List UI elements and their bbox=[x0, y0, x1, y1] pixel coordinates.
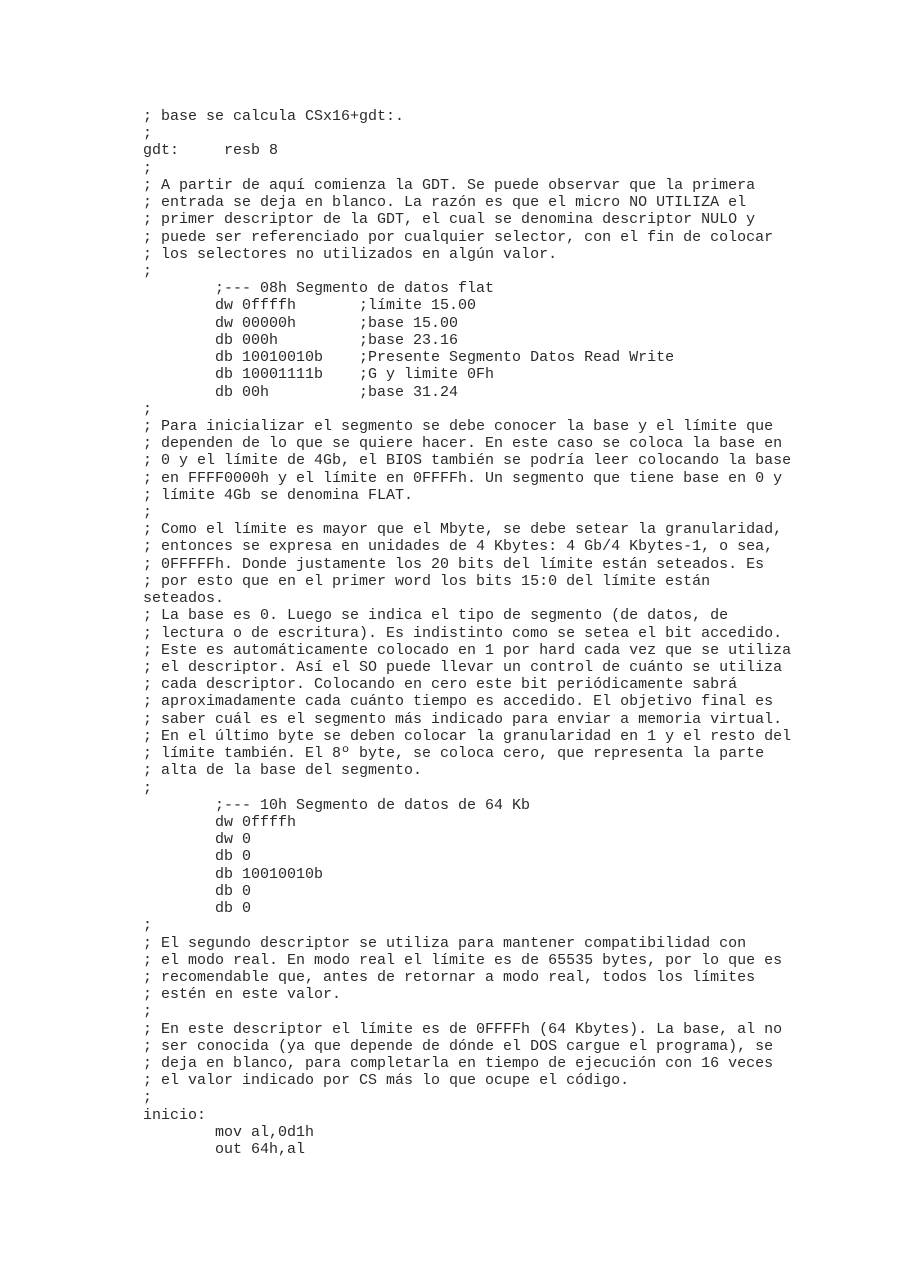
code-line: dw 00000h ;base 15.00 bbox=[143, 314, 459, 332]
document-page bbox=[143, 108, 843, 1158]
code-line: ; Este es automáticamente colocado en 1 por hard cada vez que se utiliza bbox=[143, 641, 792, 659]
code-line: ; En el último byte se deben colocar la granularidad en 1 y el resto del bbox=[143, 727, 792, 745]
code-line: gdt: resb 8 bbox=[143, 142, 279, 160]
code-line: out 64h,al bbox=[143, 1141, 306, 1159]
code-line: ; bbox=[143, 262, 153, 280]
code-line: ; entrada se deja en blanco. La razón es que el micro NO UTILIZA el bbox=[143, 194, 747, 212]
code-line: mov al,0d1h bbox=[143, 1123, 315, 1141]
code-line: ; límite también. El 8º byte, se coloca cero, que representa la parte bbox=[143, 745, 765, 763]
code-line: ; saber cuál es el segmento más indicado para enviar a memoria virtual. bbox=[143, 710, 783, 728]
code-line: ; 0 y el límite de 4Gb, el BIOS también se podría leer colocando la base bbox=[143, 452, 792, 470]
code-line: ; El segundo descriptor se utiliza para mantener compatibilidad con bbox=[143, 934, 747, 952]
code-line: ; ser conocida (ya que depende de dónde el DOS cargue el programa), se bbox=[143, 1037, 774, 1055]
code-line: ; en FFFF0000h y el límite en 0FFFFh. Un segmento que tiene base en 0 y bbox=[143, 469, 783, 487]
code-line: ; bbox=[143, 159, 153, 177]
code-line: ;--- 10h Segmento de datos de 64 Kb bbox=[143, 796, 531, 814]
code-line: ; 0FFFFFh. Donde justamente los 20 bits del límite están seteados. Es bbox=[143, 555, 765, 573]
code-line: ; La base es 0. Luego se indica el tipo de segmento (de datos, de bbox=[143, 607, 729, 625]
code-line: ; bbox=[143, 1003, 153, 1021]
code-line: db 10001111b ;G y limite 0Fh bbox=[143, 366, 495, 384]
code-line: ; aproximadamente cada cuánto tiempo es accedido. El objetivo final es bbox=[143, 693, 774, 711]
code-line: seteados. bbox=[143, 590, 225, 608]
code-line: ; dependen de lo que se quiere hacer. En este caso se coloca la base en bbox=[143, 435, 783, 453]
code-line: db 0 bbox=[143, 882, 252, 900]
code-line: ; bbox=[143, 504, 153, 522]
code-line: ; bbox=[143, 400, 153, 418]
code-line: ; bbox=[143, 917, 153, 935]
code-line: ; base se calcula CSx16+gdt:. bbox=[143, 108, 405, 125]
code-line: ; A partir de aquí comienza la GDT. Se puede observar que la primera bbox=[143, 176, 756, 194]
code-line: dw 0 bbox=[143, 831, 252, 849]
code-line: ; bbox=[143, 779, 153, 797]
code-line: ; primer descriptor de la GDT, el cual se denomina descriptor NULO y bbox=[143, 211, 756, 229]
code-line: ; bbox=[143, 125, 153, 143]
code-line: ; límite 4Gb se denomina FLAT. bbox=[143, 486, 414, 504]
code-line: ; cada descriptor. Colocando en cero este bit periódicamente sabrá bbox=[143, 676, 738, 694]
code-line: ; Como el límite es mayor que el Mbyte, se debe setear la granularidad, bbox=[143, 521, 783, 539]
code-line: ; recomendable que, antes de retornar a modo real, todos los límites bbox=[143, 968, 756, 986]
code-line: db 0 bbox=[143, 848, 252, 866]
code-line: db 000h ;base 23.16 bbox=[143, 331, 459, 349]
code-line: ; el modo real. En modo real el límite es de 65535 bytes, por lo que es bbox=[143, 951, 783, 969]
code-line: ;--- 08h Segmento de datos flat bbox=[143, 280, 495, 298]
code-line: db 0 bbox=[143, 900, 252, 918]
code-line: ; bbox=[143, 1089, 153, 1107]
code-line: ; el descriptor. Así el SO puede llevar un control de cuánto se utiliza bbox=[143, 659, 783, 676]
code-line: ; el valor indicado por CS más lo que ocupe el código. bbox=[143, 1072, 630, 1090]
code-line: db 00h ;base 31.24 bbox=[143, 383, 459, 401]
code-line: ; En este descriptor el límite es de 0FFFFh (64 Kbytes). La base, al no bbox=[143, 1020, 783, 1038]
code-line: ; lectura o de escritura). Es indistinto como se setea el bit accedido. bbox=[143, 624, 783, 642]
code-line: db 10010010b bbox=[143, 865, 324, 883]
code-line: ; puede ser referenciado por cualquier selector, con el fin de colocar bbox=[143, 228, 774, 246]
code-line: ; los selectores no utilizados en algún valor. bbox=[143, 245, 558, 263]
code-line: ; estén en este valor. bbox=[143, 986, 342, 1004]
code-line: ; alta de la base del segmento. bbox=[143, 762, 423, 780]
code-line: ; deja en blanco, para completarla en tiempo de ejecución con 16 veces bbox=[143, 1055, 774, 1073]
code-line: db 10010010b ;Presente Segmento Datos Read Write bbox=[143, 349, 675, 367]
code-line: ; por esto que en el primer word los bits 15:0 del límite están bbox=[143, 572, 711, 590]
code-line: ; Para inicializar el segmento se debe conocer la base y el límite que bbox=[143, 417, 774, 435]
code-line: inicio: bbox=[143, 1106, 207, 1124]
code-line: dw 0ffffh bbox=[143, 813, 297, 831]
code-line: dw 0ffffh ;límite 15.00 bbox=[143, 297, 477, 315]
code-line: ; entonces se expresa en unidades de 4 Kbytes: 4 Gb/4 Kbytes-1, o sea, bbox=[143, 538, 774, 556]
